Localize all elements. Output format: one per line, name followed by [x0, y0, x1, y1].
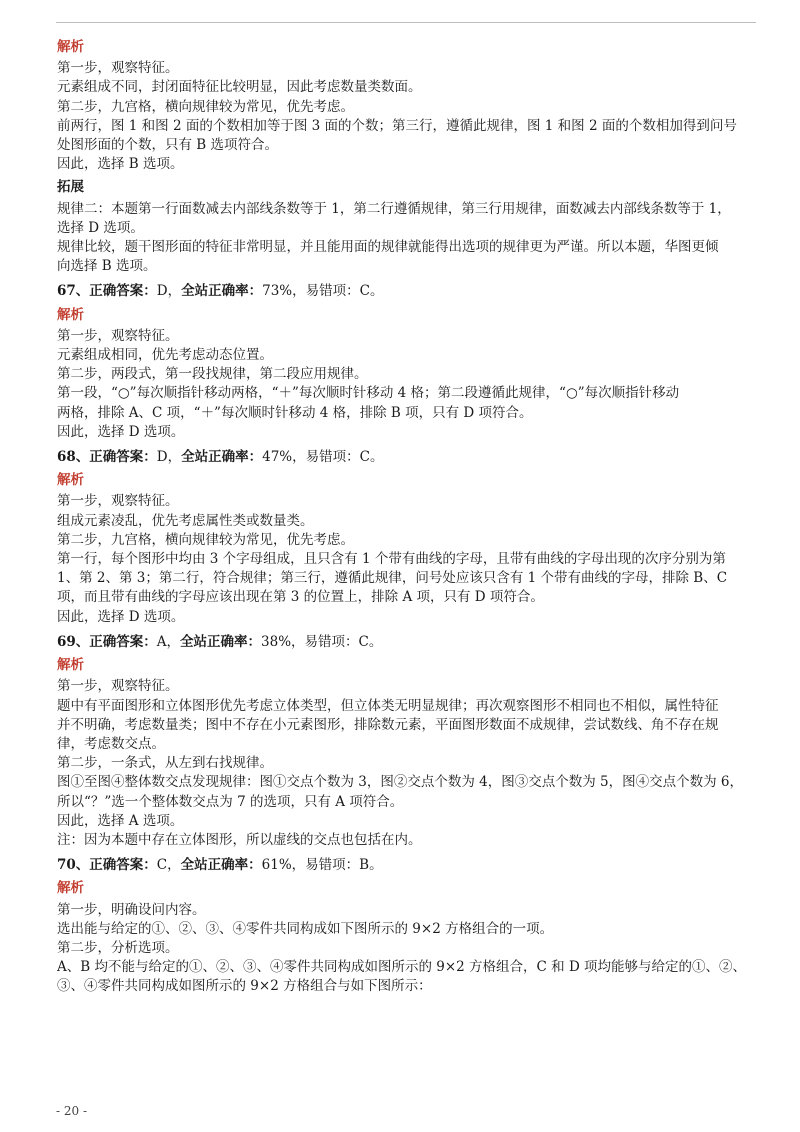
answer-label: 70、正确答案： [57, 857, 157, 874]
rate-value: 61%，易错项：B。 [261, 857, 383, 874]
rate-label: 全站正确率： [181, 283, 263, 300]
text-line: 1、第 2、第 3；第二行，符合规律；第三行，遵循此规律，问号处应该只含有 1 个带有曲线的字母，排除 B、C [57, 570, 728, 587]
text-line: 选出能与给定的①、②、③、④零件共同构成如下图所示的 9×2 方格组合的一项。 [57, 920, 554, 937]
text-line: 两格，排除 A、C 项，“＋”每次顺时针移动 4 格，排除 B 项，只有 D 项符合。 [57, 404, 533, 421]
text-line: 处图形面的个数，只有 B 选项符合。 [57, 137, 279, 154]
text-line: 第二步，两段式，第一段找规律，第二段应用规律。 [57, 366, 368, 383]
text-line: 图①至图④整体数交点发现规律：图①交点个数为 3，图②交点个数为 4，图③交点个数为 5，图④交点个数为 6， [57, 774, 744, 791]
answer-label: 67、正确答案： [57, 283, 157, 300]
text-line: 第一行，每个图形中均由 3 个字母组成，且只含有 1 个带有曲线的字母，且带有曲线的字母出现的次序分别为第 [57, 551, 726, 568]
text-line: 项，而且带有曲线的字母应该出现在第 3 的位置上，排除 A 项，只有 D 项符合。 [57, 589, 544, 606]
text-line: 规律二：本题第一行面数减去内部线条数等于 1，第二行遵循规律，第三行用规律，面数减去内部线条数等于 1， [57, 200, 731, 217]
answer-value: A， [156, 633, 181, 650]
extension-heading: 拓展 [57, 179, 84, 196]
page-number: - 20 - [56, 1104, 88, 1118]
answer-label: 68、正确答案： [57, 449, 157, 466]
rate-label: 全站正确率： [180, 857, 262, 874]
text-line: 第二步，九宫格，横向规律较为常见，优先考虑。 [57, 531, 354, 548]
answer-line [57, 282, 757, 301]
question-70 [57, 856, 757, 996]
answer-line [57, 633, 757, 652]
text-line: 第一步，观察特征。 [57, 327, 179, 344]
text-line: 组成元素凌乱，优先考虑属性类或数量类。 [57, 512, 314, 529]
extension-section [57, 178, 757, 276]
rate-value: 47%，易错项：C。 [262, 449, 384, 466]
text-line: 选择 D 选项。 [57, 219, 144, 236]
analysis-heading: 解析 [57, 39, 84, 55]
text-line: 所以“？”选一个整体数交点为 7 的选项，只有 A 项符合。 [57, 793, 404, 810]
text-line: 第一步，观察特征。 [57, 678, 179, 695]
question-68 [57, 448, 757, 627]
text-line: 元素组成不同，封闭面特征比较明显，因此考虑数量类数面。 [57, 79, 422, 96]
text-line: 前两行，图 1 和图 2 面的个数相加等于图 3 面的个数；第三行，遵循此规律，图 1 和图 2 面的个数相加得到问号 [57, 117, 737, 134]
answer-value: D， [156, 449, 182, 466]
text-line: 第二步，一条式，从左到右找规律。 [57, 755, 273, 772]
rate-value: 38%，易错项：C。 [261, 633, 383, 650]
text-line: 第一步，明确设问内容。 [57, 901, 206, 918]
question-67 [57, 282, 757, 442]
analysis-section [57, 38, 757, 174]
rate-label: 全站正确率： [180, 633, 262, 650]
text-line: 第一步，观察特征。 [57, 60, 179, 77]
answer-value: D， [156, 283, 182, 300]
page-content [57, 34, 757, 997]
text-line: 第二步，九宫格，横向规律较为常见，优先考虑。 [57, 98, 354, 115]
text-line: 规律比较，题干图形面的特征非常明显，并且能用面的规律就能得出选项的规律更为严谨。所以本题，华图更倾 [57, 239, 719, 256]
text-line: ③、④零件共同构成如图所示的 9×2 方格组合与如下图所示： [57, 978, 432, 995]
text-line: 第一段，“○”每次顺指针移动两格，“＋”每次顺时针移动 4 格；第二段遵循此规律，“○”每次顺指针移动 [57, 385, 680, 402]
rate-value: 73%，易错项：C。 [262, 283, 384, 300]
text-line: 并不明确，考虑数量类；图中不存在小元素图形，排除数元素，平面图形数面不成规律，尝试数线、角不存在规 [57, 716, 719, 733]
question-69 [57, 633, 757, 850]
text-line: 元素组成相同，优先考虑动态位置。 [57, 347, 273, 364]
analysis-heading: 解析 [57, 472, 84, 489]
answer-line [57, 448, 757, 467]
answer-label: 69、正确答案： [57, 633, 157, 650]
text-line: 因此，选择 D 选项。 [57, 608, 185, 625]
text-line: 律，考虑数交点。 [57, 735, 165, 752]
analysis-heading: 解析 [57, 657, 84, 674]
text-line: 第一步，观察特征。 [57, 493, 179, 510]
text-line: 因此，选择 D 选项。 [57, 423, 185, 440]
text-line: 向选择 B 选项。 [57, 258, 157, 275]
text-line: A、B 均不能与给定的①、②、③、④零件共同构成如图所示的 9×2 方格组合，C 和 D 项均能够与给定的①、②、 [57, 959, 747, 976]
text-line: 题中有平面图形和立体图形优先考虑立体类型，但立体类无明显规律；再次观察图形不相同也不相似，属性特征 [57, 697, 719, 714]
answer-line [57, 856, 757, 875]
analysis-heading: 解析 [57, 306, 84, 323]
text-line: 注：因为本题中存在立体图形，所以虚线的交点也包括在内。 [57, 831, 422, 848]
text-line: 因此，选择 B 选项。 [57, 156, 184, 173]
rate-label: 全站正确率： [181, 449, 263, 466]
answer-value: C， [156, 857, 181, 874]
text-line: 第二步，分析选项。 [57, 939, 179, 956]
header-rule [56, 22, 756, 23]
text-line: 因此，选择 A 选项。 [57, 812, 184, 829]
analysis-heading: 解析 [57, 880, 84, 897]
